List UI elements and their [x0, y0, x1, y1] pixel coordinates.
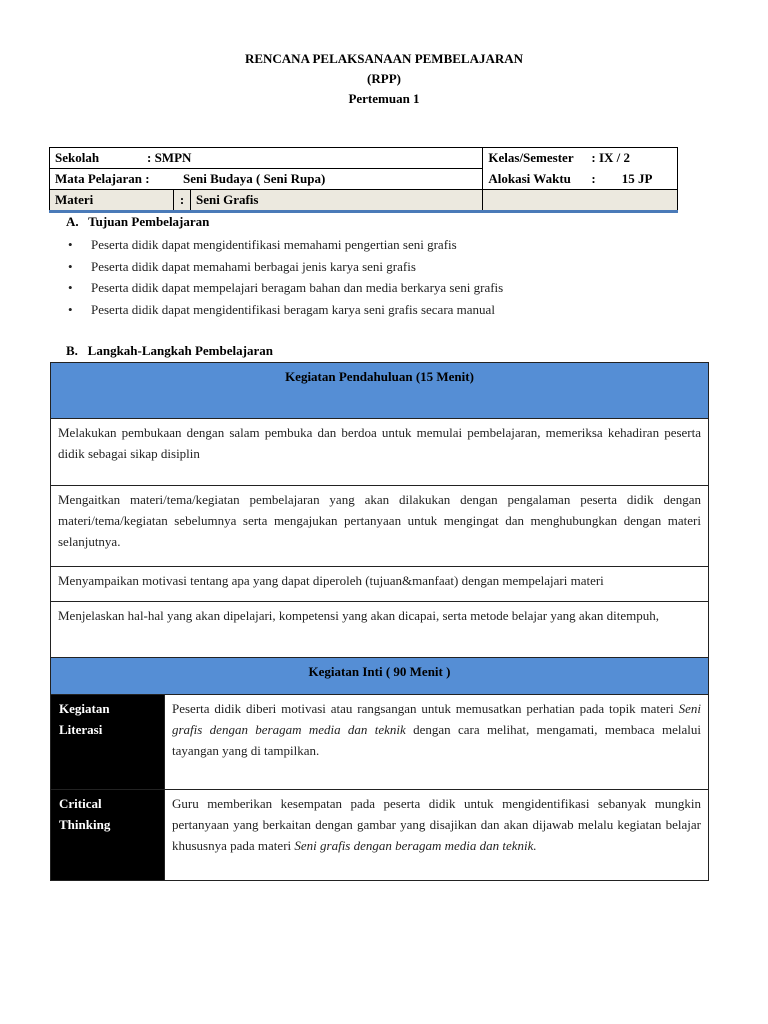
goal-text: Peserta didik dapat memahami berbagai jenis karya seni grafis: [91, 258, 416, 274]
section-a-heading: A. Tujuan Pembelajaran: [66, 214, 210, 229]
bullet-icon: •: [68, 280, 73, 295]
list-item: [66, 299, 503, 321]
kelas-label: Kelas/Semester: [488, 150, 574, 166]
materi-label: Materi: [50, 190, 174, 212]
info-table: [49, 147, 678, 213]
pendahuluan-row: Melakukan pembukaan dengan salam pembuka dan berdoa untuk memulai pembelajaran, memeriksa kehadiran peserta didik sebagai sikap disiplin: [51, 419, 709, 486]
bullet-icon: •: [68, 237, 73, 252]
goal-text: Peserta didik dapat mempelajari beragam bahan dan media berkarya seni grafis: [91, 280, 504, 295]
list-item: [66, 256, 503, 278]
alokasi-cell: [483, 169, 678, 190]
pendahuluan-row: Menyampaikan motivasi tentang apa yang dapat diperoleh (tujuan&manfaat) dengan mempelajari materi: [51, 567, 709, 602]
steps-table: [50, 362, 709, 881]
literasi-label: [51, 695, 165, 790]
list-item: [66, 234, 503, 256]
sekolah-cell: [50, 148, 483, 169]
critical-label-line-2: Thinking: [59, 817, 111, 832]
critical-label-line-1: Critical: [59, 796, 102, 811]
goals-list: [66, 234, 503, 320]
literasi-text-b: dengan cara melihat, mengamati, membaca melalui tayangan yang di tampilkan.: [172, 722, 701, 758]
inti-header: Kegiatan Inti ( 90 Menit ): [51, 658, 709, 695]
critical-text-a: Guru memberikan kesempatan pada peserta didik untuk mengidentifikasi sebanyak mungkin pertanyaan yang berkaitan dengan gambar yang disajikan dan akan dijawab melalu kegiatan belajar khususnya pada materi: [172, 796, 701, 853]
literasi-text-a: Peserta didik diberi motivasi atau rangsangan untuk memusatkan perhatian pada topik materi: [172, 701, 679, 716]
mapel-value: Seni Budaya ( Seni Rupa): [183, 171, 326, 186]
title-line-1: RENCANA PELAKSANAAN PEMBELAJARAN: [244, 51, 524, 66]
materi-empty-cell: [483, 190, 678, 212]
list-item: [66, 277, 503, 299]
materi-value: Seni Grafis: [191, 190, 483, 212]
title-line-2: (RPP): [367, 71, 401, 86]
mapel-cell: [50, 169, 483, 190]
goal-text: Peserta didik dapat mengidentifikasi beragam karya seni grafis secara manual: [91, 301, 495, 317]
kelas-value: : IX / 2: [591, 150, 631, 166]
mapel-label: Mata Pelajaran :: [55, 171, 150, 186]
sekolah-label: Sekolah: [55, 150, 100, 165]
critical-text: [165, 790, 709, 881]
critical-label: [51, 790, 165, 881]
kelas-cell: [483, 148, 678, 169]
pendahuluan-row: Mengaitkan materi/tema/kegiatan pembelajaran yang akan dilakukan dengan pengalaman peserta didik dengan materi/tema/kegiatan sebelumnya serta mengajukan pertanyaan untuk mengingat dan menghubungkan dengan materi selanjutnya.: [51, 486, 709, 567]
title-line-3: Pertemuan 1: [348, 91, 420, 106]
document-title: [0, 49, 768, 109]
critical-text-emphasis: Seni grafis dengan beragam media dan teknik.: [294, 838, 537, 853]
alokasi-label: Alokasi Waktu: [488, 170, 571, 186]
pendahuluan-row: Menjelaskan hal-hal yang akan dipelajari, kompetensi yang akan dicapai, serta metode belajar yang akan ditempuh,: [51, 602, 709, 658]
literasi-label-line-1: Kegiatan: [59, 701, 110, 716]
sekolah-value: : SMPN: [147, 150, 192, 165]
literasi-text: [165, 695, 709, 790]
alokasi-value: : 15 JP: [591, 170, 653, 186]
materi-separator: :: [174, 190, 191, 212]
bullet-icon: •: [68, 301, 73, 317]
goal-text: Peserta didik dapat mengidentifikasi memahami pengertian seni grafis: [91, 237, 457, 252]
bullet-icon: •: [68, 258, 73, 274]
section-b-heading: B. Langkah-Langkah Pembelajaran: [66, 343, 273, 358]
literasi-label-line-2: Literasi: [59, 722, 103, 737]
pendahuluan-header: Kegiatan Pendahuluan (15 Menit): [51, 363, 709, 419]
literasi-text-emphasis: Seni grafis dengan beragam media dan teknik: [172, 701, 701, 737]
